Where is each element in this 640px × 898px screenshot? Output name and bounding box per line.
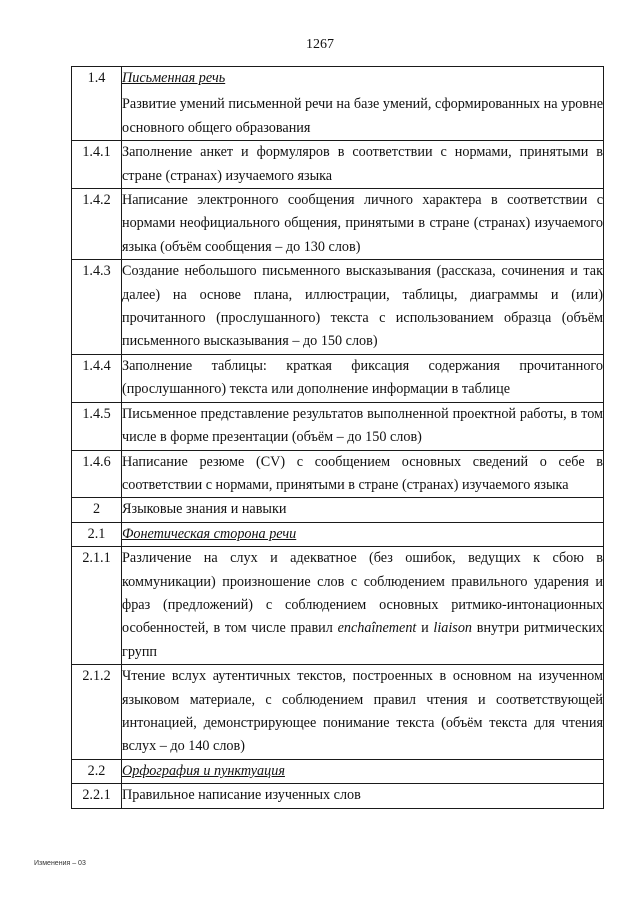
row-number: 2.2.1 bbox=[72, 784, 122, 808]
row-text: Заполнение таблицы: краткая фиксация содержания прочитанного (прослушанного) текста или дополнение информации в таблице bbox=[122, 354, 604, 402]
page-number: 1267 bbox=[306, 37, 334, 52]
row-number: 2 bbox=[72, 498, 122, 522]
section-description: Развитие умений письменной речи на базе умений, сформированных на уровне основного общего образования bbox=[122, 96, 603, 136]
row-number: 1.4.1 bbox=[72, 141, 122, 189]
row-content bbox=[122, 67, 604, 141]
row-text: Создание небольшого письменного высказывания (рассказа, сочинения и так далее) на основе плана, иллюстрации, таблицы, диаграммы и (или) прочитанного (прослушанного) текста с использованием образца (объём письменного высказывания – до 150 слов) bbox=[122, 260, 604, 355]
curriculum-table bbox=[71, 66, 604, 809]
row-content bbox=[122, 759, 604, 783]
row-number: 1.4.3 bbox=[72, 260, 122, 355]
table-row bbox=[72, 547, 604, 665]
row-text: Чтение вслух аутентичных текстов, построенных в основном на изученном языковом материале, с соблюдением правил чтения и соответствующей интонацией, демонстрирующее понимание текста (объём текста для чтения вслух – до 140 слов) bbox=[122, 665, 604, 760]
table-row bbox=[72, 402, 604, 450]
section-title: Письменная речь bbox=[122, 70, 226, 86]
table-row bbox=[72, 665, 604, 760]
section-title: Фонетическая сторона речи bbox=[122, 525, 297, 542]
conjunction: и bbox=[421, 620, 429, 637]
french-term: enchaînement bbox=[337, 620, 417, 637]
table-row bbox=[72, 260, 604, 355]
table-row bbox=[72, 759, 604, 783]
table-row bbox=[72, 141, 604, 189]
row-number: 1.4.6 bbox=[72, 450, 122, 498]
row-number: 1.4 bbox=[72, 67, 122, 141]
row-text: Различение на слух и адекватное (без ошибок, ведущих к сбою в коммуникации) произношение слов с соблюдением правильного ударения и фраз (предложений) с соблюдением основных ритмико-интонационных особенностей, в том числе правил bbox=[122, 550, 603, 637]
row-text-end: внутри ритмических групп bbox=[122, 620, 604, 660]
row-text: Правильное написание изученных слов bbox=[122, 784, 604, 808]
row-number: 2.1.1 bbox=[72, 547, 122, 665]
table-row bbox=[72, 784, 604, 808]
revision-footer: Изменения – 03 bbox=[34, 860, 86, 867]
row-number: 2.1.2 bbox=[72, 665, 122, 760]
section-title: Орфография и пунктуация bbox=[122, 762, 285, 779]
row-text: Письменное представление результатов выполненной проектной работы, в том числе в форме презентации (объём – до 150 слов) bbox=[122, 402, 604, 450]
row-number: 2.2 bbox=[72, 759, 122, 783]
row-text: Языковые знания и навыки bbox=[122, 498, 604, 522]
french-term: liaison bbox=[433, 620, 473, 637]
row-number: 1.4.4 bbox=[72, 354, 122, 402]
row-number: 1.4.5 bbox=[72, 402, 122, 450]
row-content bbox=[122, 547, 604, 665]
table-row bbox=[72, 522, 604, 546]
table-row bbox=[72, 189, 604, 260]
row-number: 1.4.2 bbox=[72, 189, 122, 260]
row-text: Заполнение анкет и формуляров в соответствии с нормами, принятыми в стране (странах) изучаемого языка bbox=[122, 141, 604, 189]
table-row bbox=[72, 450, 604, 498]
table-row bbox=[72, 498, 604, 522]
row-number: 2.1 bbox=[72, 522, 122, 546]
row-text: Написание электронного сообщения личного характера в соответствии с нормами неофициального общения, принятыми в стране (странах) изучаемого языка (объём сообщения – до 130 слов) bbox=[122, 189, 604, 260]
table-row bbox=[72, 354, 604, 402]
row-content bbox=[122, 522, 604, 546]
table-row bbox=[72, 67, 604, 141]
row-text: Написание резюме (CV) с сообщением основных сведений о себе в соответствии с нормами, принятыми в стране (странах) изучаемого языка bbox=[122, 450, 604, 498]
